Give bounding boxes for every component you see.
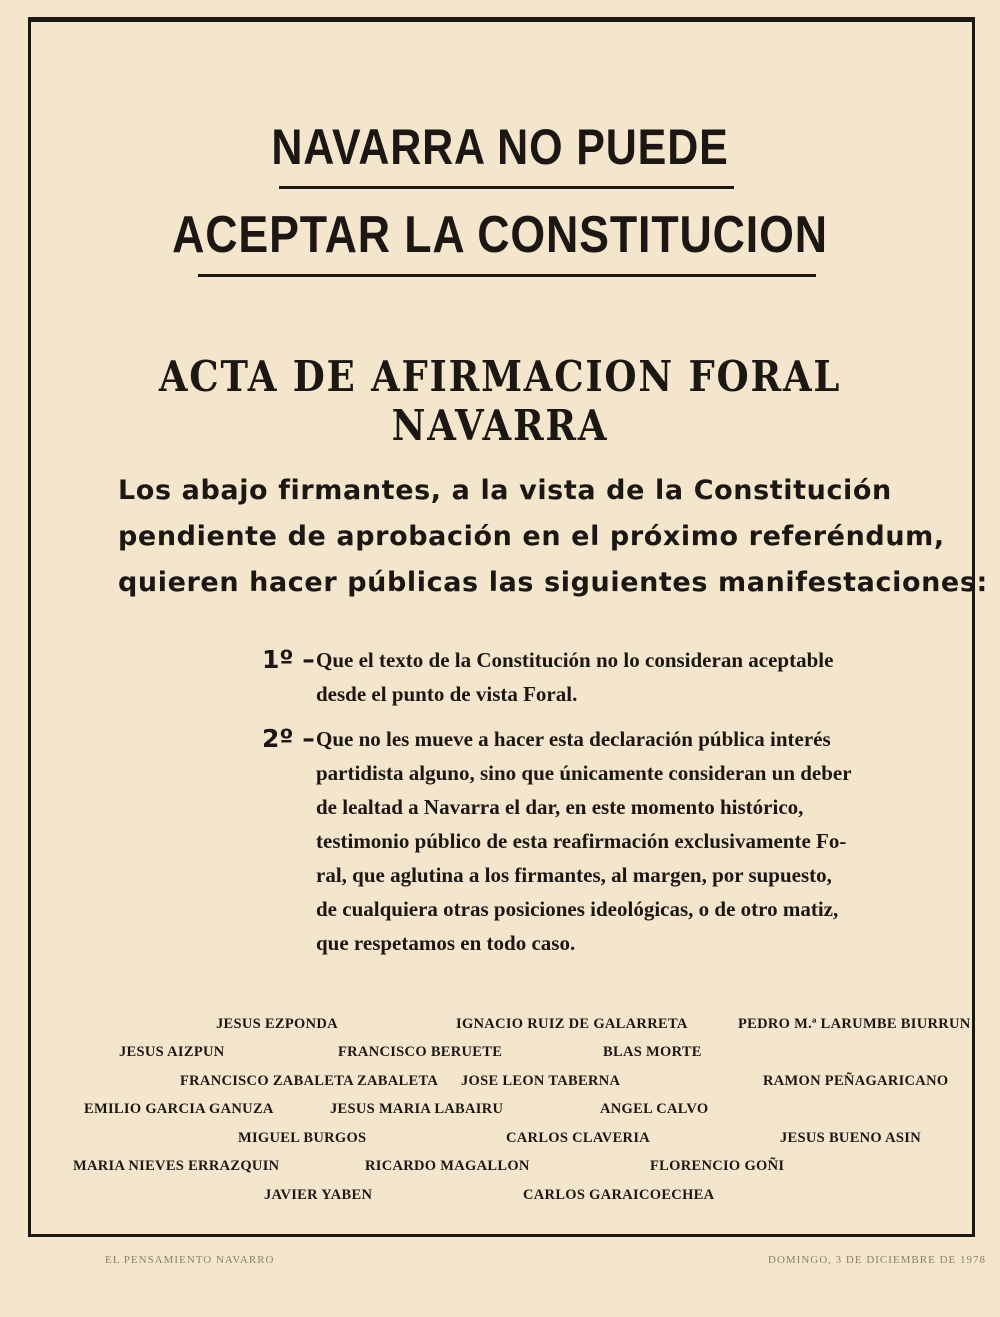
headline-line-2: ACEPTAR LA CONSTITUCION	[172, 206, 828, 264]
footer-publication: EL PENSAMIENTO NAVARRO	[105, 1254, 275, 1266]
point-2-line: testimonio público de esta reafirmación exclusivamente Fo-	[316, 829, 847, 853]
signatory-name: FRANCISCO BERUETE	[338, 1044, 503, 1060]
signatory-name: CARLOS CLAVERIA	[506, 1130, 651, 1146]
point-2-line: de cualquiera otras posiciones ideológicas, o de otro matiz,	[316, 897, 839, 921]
point-1-line: desde el punto de vista Foral.	[316, 682, 578, 706]
signatory-name: MIGUEL BURGOS	[238, 1130, 367, 1146]
point-2-line: Que no les mueve a hacer esta declaración pública interés	[316, 727, 831, 751]
signatory-name: JESUS BUENO ASIN	[780, 1130, 921, 1146]
intro-line-3: quieren hacer públicas las siguientes manifestaciones:	[118, 567, 988, 598]
subtitle: ACTA DE AFIRMACION FORAL NAVARRA	[158, 352, 842, 450]
point-2-number: 2º –	[262, 724, 315, 753]
intro-line-1: Los abajo firmantes, a la vista de la Constitución	[118, 475, 892, 506]
point-2-line: partidista alguno, sino que únicamente consideran un deber	[316, 761, 852, 785]
signatory-name: RAMON PEÑAGARICANO	[763, 1073, 949, 1089]
signatory-name: JESUS EZPONDA	[216, 1016, 338, 1032]
signatory-name: FLORENCIO GOÑI	[650, 1158, 785, 1174]
headline-rule-2	[198, 274, 816, 277]
signatory-name: ANGEL CALVO	[600, 1101, 709, 1117]
signatory-name: JAVIER YABEN	[264, 1187, 373, 1203]
point-2-line: de lealtad a Navarra el dar, en este momento histórico,	[316, 795, 804, 819]
headline-line-1: NAVARRA NO PUEDE	[271, 119, 729, 175]
point-2	[262, 722, 922, 960]
signatory-name: BLAS MORTE	[603, 1044, 702, 1060]
signatory-name: FRANCISCO ZABALETA ZABALETA	[180, 1073, 439, 1089]
point-2-line: que respetamos en todo caso.	[316, 931, 576, 955]
signatory-name: JESUS AIZPUN	[119, 1044, 225, 1060]
point-1	[262, 643, 922, 711]
signatory-name: JESUS MARIA LABAIRU	[330, 1101, 504, 1117]
headline-rule-1	[279, 186, 734, 189]
signatory-name: MARIA NIEVES ERRAZQUIN	[73, 1158, 280, 1174]
point-1-line: Que el texto de la Constitución no lo consideran aceptable	[316, 648, 834, 672]
footer-date: DOMINGO, 3 DE DICIEMBRE DE 1978	[768, 1254, 986, 1266]
signatory-name: RICARDO MAGALLON	[365, 1158, 530, 1174]
point-2-line: ral, que aglutina a los firmantes, al margen, por supuesto,	[316, 863, 832, 887]
signatory-name: EMILIO GARCIA GANUZA	[84, 1101, 274, 1117]
signatory-name: CARLOS GARAICOECHEA	[523, 1187, 715, 1203]
intro-paragraph	[118, 468, 988, 606]
intro-line-2: pendiente de aprobación en el próximo referéndum,	[118, 521, 945, 552]
signatory-name: IGNACIO RUIZ DE GALARRETA	[456, 1016, 688, 1032]
signatory-name: PEDRO M.ª LARUMBE BIURRUN	[738, 1016, 971, 1032]
signatory-name: JOSE LEON TABERNA	[461, 1073, 621, 1089]
point-1-number: 1º –	[262, 645, 315, 674]
